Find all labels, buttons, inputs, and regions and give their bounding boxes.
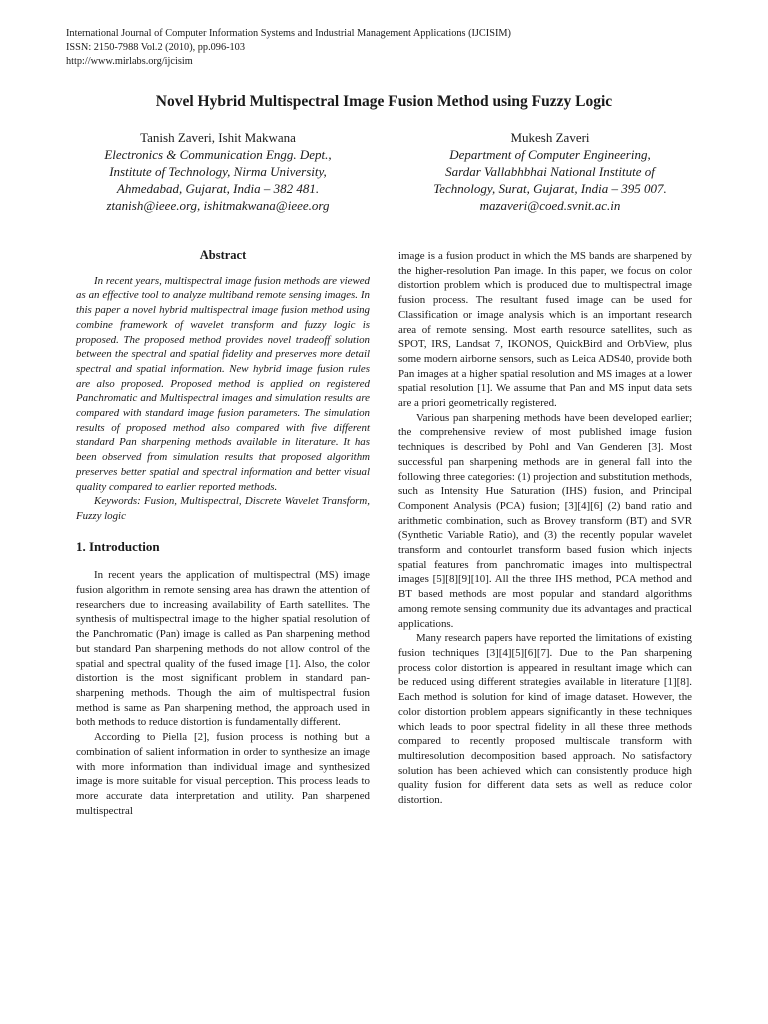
body-paragraph: image is a fusion product in which the MS bands are sharpened by the higher-resolution Pan image. In this paper, we focus on color distortion problem which is produced due to multispectral image fusion process. The resultant fused image can be used for Classification or image analysis which is an important research area of remote sensing. Most earth resource satellites, such as SPOT, IRS, Landsat 7, IKONOS, QuickBird and OrbView, plus some modern airborne sensors, such as Leica ADS40, provide both Pan images at a higher spatial resolution and MS images at a lower spatial resolution [1]. We assume that Pan and MS input data sets are a priori geometrically registered. (398, 250, 692, 410)
body-paragraph: According to Piella [2], fusion process is nothing but a combination of salient information in order to synthesize an image with more information than individual image and synthesized image is more suitable for visual perception. This process leads to more accurate data interpretation and utility. Pan sharpened multispectral (76, 731, 370, 817)
author-block-right (384, 129, 716, 214)
journal-name: International Journal of Computer Information Systems and Industrial Management Applications (IJCISIM) (66, 28, 511, 39)
abstract-heading: Abstract (199, 248, 247, 262)
abstract-body: In recent years, multispectral image fusion methods are viewed as an effective tool to analyze multiband remote sensing images. In this paper a novel hybrid multispectral image fusion method using combine framework of wavelet transform and fuzzy logic is proposed. The proposed method provides novel tradeoff solution between the spectral and spatial fidelity and preserves more detail spectral and spatial information. New hybrid image fusion rules are also proposed. Proposed method is applied on registered Panchromatic and Multispectral images and simulation results are compared with standard image fusion parameters. The simulation results of proposed method also compared with five different standard Pan sharpening methods available in literature. It has been observed from simulation results that proposed algorithm preserves better spatial and spectral information and better visual quality compared to earlier reported methods. (76, 274, 370, 493)
journal-issn: ISSN: 2150-7988 Vol.2 (2010), pp.096-103 (66, 42, 245, 53)
journal-url[interactable]: http://www.mirlabs.org/ijcisim (66, 56, 193, 67)
author-affiliation-line: Technology, Surat, Gujarat, India – 395 007. (433, 181, 667, 196)
author-names: Mukesh Zaveri (510, 130, 590, 145)
author-affiliation-line: Institute of Technology, Nirma University, (109, 164, 327, 179)
author-affiliation-line: Ahmedabad, Gujarat, India – 382 481. (116, 181, 320, 196)
author-email[interactable]: ztanish@ieee.org, ishitmakwana@ieee.org (106, 198, 330, 213)
paper-title: Novel Hybrid Multispectral Image Fusion Method using Fuzzy Logic (155, 93, 613, 110)
left-column (76, 248, 370, 818)
author-affiliation-line: Department of Computer Engineering, (449, 147, 651, 162)
journal-header (66, 27, 706, 69)
author-affiliation-line: Sardar Vallabhbhai National Institute of (445, 164, 655, 179)
author-block-left (52, 129, 384, 214)
section-heading-introduction: 1. Introduction (76, 538, 160, 554)
author-names: Tanish Zaveri, Ishit Makwana (140, 130, 296, 145)
author-email[interactable]: mazaveri@coed.svnit.ac.in (479, 198, 621, 213)
body-paragraph: Various pan sharpening methods have been developed earlier; the comprehensive review of most published image fusion techniques is described by Pohl and Van Genderen [3]. Most successful pan sharpening methods are in general fall into the following three categories: (1) projection and substitution methods, such as Intensity Hue Saturation (IHS) fusion, and Principal Component Analysis (PCA) fusion; [3][4][6] (2) band ratio and arithmetic combination, such as Brovey transform (BT) and SVR (Synthetic Variable Ratio), and (3) the recently popular wavelet transform and contourlet transform based fusion which injects spatial features from panchromatic images into multispectral images [5][8][9][10]. All the three IHS method, PCA method and BT based methods are most popular and standard algorithms among remote sensing community due its advantages and practical applications. (398, 411, 692, 630)
author-affiliation-line: Electronics & Communication Engg. Dept., (104, 147, 332, 162)
keywords: Keywords: Fusion, Multispectral, Discrete Wavelet Transform, Fuzzy logic (76, 495, 370, 522)
body-paragraph: Many research papers have reported the limitations of existing fusion techniques [3][4][5][6][7]. Due to the Pan sharpening process color distortion is appeared in resultant image which can be reduced using different strategies available in literature [1][8]. Each method is solution for kind of image dataset. However, the color distortion problem appears significantly in these techniques which leads to poor spectral fidelity in all these three methods compared to recently proposed multiscale transform with multiresolution decomposition based approach. No satisfactory solution has been achieved which can consistently produce high quality fusion for different data sets as well as reduce color distortion. (398, 632, 692, 807)
right-column (398, 249, 692, 808)
body-paragraph: In recent years the application of multispectral (MS) image fusion algorithm in remote sensing area has drawn the attention of researchers due to increasing availability of Earth satellites. The synthesis of multispectral image to the higher spatial resolution of the Panchromatic (Pan) image is called as Pan sharpening method but standard Pan sharpening methods do not allow control of the spatial and spectral quality of the fused image [1]. Also, the color distortion is the most significant problem in standard pan-sharpening methods. Though the aim of multispectral fusion method is same as Pan sharpening method, the approach used in both methods to reduce distortion is fundamentally different. (76, 569, 370, 729)
